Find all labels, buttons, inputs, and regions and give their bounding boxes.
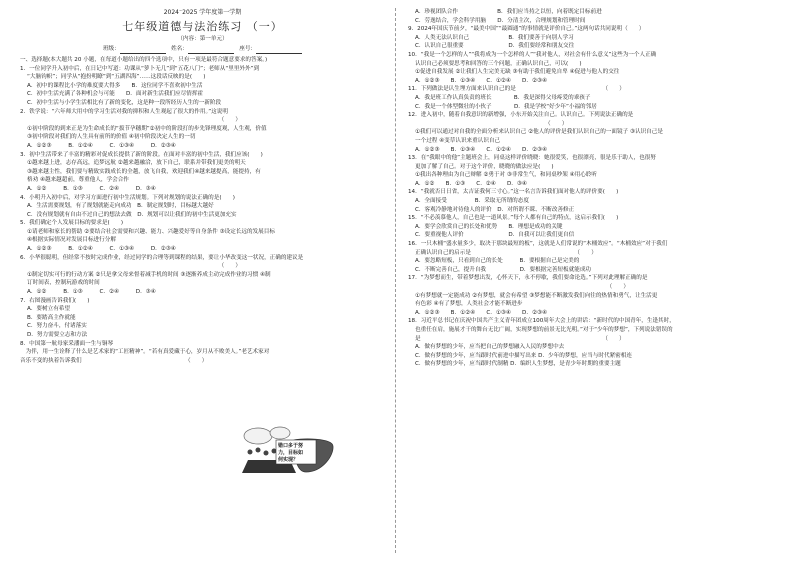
right-line: 是 （ ） xyxy=(415,335,625,342)
right-line: A．①② B．①③ C．②④ D．③④ xyxy=(415,180,527,187)
left-line: C．初中生活与小学生活相比有了新的变化，这是种一段所经历人生的一新阶段 xyxy=(27,99,222,106)
left-line: A．生活需要规划，有了规划就能走向成功 B．制定规划时，目标越大越好 xyxy=(27,203,214,210)
left-line: ①请老师和家长的帮助 ②要结合社会需要和兴趣、能力、兴趣爱好等自身条件 ③设定长远的发展目标 xyxy=(27,228,275,235)
left-line: A．①② B．①③ C．②④ D．③④ xyxy=(27,289,156,296)
right-line: C．我是一个体型微壮的小伙子 D．我是学校“好少年”小福的邻居 xyxy=(415,103,597,110)
right-line: A．要忽略短板，只看到自己的长处 B．要根据自己是完美的 xyxy=(415,258,580,265)
right-line: C．不断完善自己，提升自我 D．要根据完善短板就能成功 xyxy=(415,266,592,273)
left-line: A．①②③ B．①②④ C．①③④ D．②③④ xyxy=(27,142,176,149)
left-line: ④根据实际情况对发展目标进行分解 xyxy=(27,237,116,244)
right-line: A．①②③ B．①②④ C．①③④ D．②③④ xyxy=(415,309,547,316)
right-line: A．珍视团队合作 B．我们应当持之以恒，向着既定目标前进 xyxy=(415,9,602,15)
right-line: （ ） xyxy=(408,284,629,290)
left-line: “大脑钧帜”；同学从“抱扮明瞭”到“五湖四海”……这段话反映的是( ) xyxy=(27,74,206,81)
right-line: C．劳逸结合，学会科学用脑 D．分清主次，合理规划和管理时间 xyxy=(415,17,586,24)
right-line: 更加了解了自己。对于这个评价，晓晓的做法应是( ) xyxy=(415,163,554,170)
right-line: A．①②③ B．①③④ C．①②④ D．②③④ xyxy=(415,77,547,84)
section-heading: 一、选择题(本大题共 20 小题，在每道小题给出的四个选项中，只有一项是最符合题意要求的答案。) xyxy=(20,57,268,63)
right-line: A．要学会欣赏自己的长处和优势 B．理想是成功的关键 xyxy=(415,223,563,230)
left-line: A．①② B．①③ C．②④ D．③④ xyxy=(27,185,156,192)
right-line: ①促进自我发展 ②让我们人生完美无缺 ③有助于我们避免自卑 ④促进与他人的交往 xyxy=(415,69,620,76)
right-line: A．全面接受 B．采取无所谓的态度 xyxy=(415,198,529,205)
left-line: 7．右图漫画告诉我们( ) xyxy=(20,297,90,304)
left-line: ③越来越主性，我们要与精致实践成长的全越，放飞自我，欢迎我们④越来越提高，能提持，有 xyxy=(27,168,261,175)
right-line: 9．2024年国庆节前夕，“最美中国”“最圆通”的事情就是评价自己。”这两句话共同说明（ ） xyxy=(408,26,645,33)
seat-label: 座号： xyxy=(239,46,257,52)
right-line: C．客观冷静地对待他人的评价 D．对所谓不睬、不断改善修正 xyxy=(415,206,575,213)
right-line: 一个过程 ④变草认识来重认识自己 xyxy=(415,137,501,144)
left-line: ①越来越上进，志存高远，追梦远航 ②越来越融洽，放下自己，联系并带我们更美的明天 xyxy=(27,160,246,167)
left-line: ①制定切实可行的行动方案 ②只是拿父母来督着减手机的时间 ③逐渐养成主动完成作业的习惯 ④制 xyxy=(27,271,271,278)
right-line: 正确认识自己的启示是 （ ） xyxy=(415,249,597,256)
left-line: A．①②③ B．①②④ C．①③④ D．②③④ xyxy=(27,246,176,253)
left-line: 6．小华很聪明，但经常不按时完成作业，经过同学的合理等到课程的结果，要让小华改变这一状况，正确的建议是 xyxy=(20,254,304,261)
left-line: 格劝 ④越来越超前，尊重他人，学会合作 xyxy=(27,177,129,184)
right-line: A．人类无法认识自己 B．我们要善于向别人学习 xyxy=(415,34,574,41)
left-line: 4．小明升入初中后，对学习方面进行初中生活规划。下列对规划的说法正确的是( ) xyxy=(20,194,235,201)
right-line: 12．进入初中，随着自我意识的新增强，小东开始关注自己。认识自己。下列说法正确的是 xyxy=(408,112,634,119)
cartoon-text-3: 何实现？ xyxy=(278,457,299,463)
left-line: D．努力需要立志和方法 xyxy=(27,332,88,338)
left-line: 8．中国第一航母家采潘面一生与铜琴 xyxy=(20,340,114,347)
name-blank[interactable] xyxy=(188,47,234,54)
right-line: A．①②③ B．①③④ C．①②④ D．②③④ xyxy=(415,146,547,153)
left-line: C．没有规划就有自由不过自己的想法去做 D．规划可以让我们的初中生活更加充实 xyxy=(27,211,237,218)
right-line: A．我是班工作认真负责的班长 B．我是深得父母疼爱的乖孩子 xyxy=(415,94,591,101)
right-line: 认识自己必须要思考和回答的三个问题，正确认识自己，可以( ) xyxy=(415,60,582,67)
class-blank[interactable] xyxy=(120,47,166,54)
right-line: C．做有梦想的少年，应当跟时代前进中描写出来 D．少年的梦想，应当与时代紧密相连 xyxy=(415,352,632,359)
right-line: 15．“不必羡慕他人，自己也是一道风景。”每个人都有自己的特点，这启示我们( ) xyxy=(408,215,619,222)
class-label: 班级： xyxy=(102,46,120,52)
right-line: 14．“我就否日日省，太吉证我何三寸心。”这一名言告诉我们面对他人的评价要( ) xyxy=(408,189,619,196)
right-line: 16．一只木桶“盛水量多少，取决于那块最短的板”，这就是人们常说的“木桶效应”。“木桶效应”对于我们 xyxy=(408,241,668,248)
student-info xyxy=(20,45,385,54)
column-divider xyxy=(395,8,396,553)
right-column xyxy=(408,8,773,369)
right-line: 也重任在肩，施展才干的舞台无比广阔，实现梦想的前景无比光明。”对于“少年的梦想”，下列说法错误的 xyxy=(415,326,673,333)
left-line: 2．铁学说：“六年师大用中的学习生活对我的抑积和人生观起了很大的作用。”这说明 xyxy=(20,108,228,115)
term-line: 2024⁻2025 学年度第一学期 xyxy=(163,9,242,16)
seat-blank[interactable] xyxy=(256,47,302,54)
left-line: 订时间表，控制玩游戏的时间 xyxy=(27,280,100,287)
left-line: 3．初中生活带来了丰富的精彩对促成长提供了新的阶段。在面对丰富的初中生活，我们应该( ) xyxy=(20,151,263,158)
right-line: 有色彩 ④有了梦想，人类社会才能不断进步 xyxy=(415,301,523,308)
right-line: （ ） xyxy=(408,120,568,127)
left-line: （ ） xyxy=(20,117,241,124)
right-line: 10．“我是一个怎样的人”“我将成为一个怎样的人”“我对他人，对社会有什么意义”这些为一个人正确 xyxy=(408,51,657,58)
right-line: A．做有梦想的少年，应当把自己的梦想融入人民的梦想中去 xyxy=(415,344,565,351)
left-column xyxy=(20,8,385,365)
right-line: ①我们可以通过对自我的全面分析来认识自己 ②他人的评价是我们认识自己的一面镜子 ③认识自己是 xyxy=(415,129,663,136)
right-line: C．认识自己很重要 D．我们要经常和朋友交往 xyxy=(415,43,575,50)
left-line: A．初中的课程比小学的难度要大得多 B．这位同学不喜欢初中生活 xyxy=(27,82,203,89)
left-line: ①初中阶段的到来正是为生命成长的“拔节孕穗期”②初中的阶段打的步先锋理度观，人生观，价值 xyxy=(27,125,267,132)
left-line: A．要树立有希望 xyxy=(27,306,70,313)
scope-line: （内容：第一单元） xyxy=(177,36,228,42)
right-line: 11．下列做法是认生埋方面来认识自己的是 （ ） xyxy=(408,86,625,93)
right-line: ①有梦想就一定能成功 ②有梦想，就会有希望 ③梦想能不断激发我们向往的热情和勇气，让生活更 xyxy=(415,292,658,299)
left-line: 1．一位同学升入初中后，在日记中写道：功课从“萝卜无几”到“五花八门”；老师从“里里外外”到 xyxy=(20,65,260,72)
left-line: 为伴，用一生诠释了什么是艺术家的“工匠精神”。“若有真爱藏于心，岁月从不败美人。”老艺术家对 xyxy=(20,349,270,356)
right-line: 17．“为梦想而生，带着梦想出发，心怀天下，永不停歇，我们要命论选。”下列对此理解正确的是 xyxy=(408,275,648,282)
page-title: 七年级道德与法治练习 （一） xyxy=(122,20,283,33)
right-line: C．要重视他人评价 D．自我可以让我们更自信 xyxy=(415,232,575,239)
right-line: ①我出各种理由为自己辩解 ②勇于对 ③非常生气，和同桌吵架 ④用心聆听 xyxy=(415,172,598,179)
name-label: 姓名： xyxy=(171,46,188,52)
left-line: ③初中阶段对我们的人生具有前所的价值 ④初中阶段决定人生的一切 xyxy=(27,134,196,141)
right-line: 18．习近平总书记在庆祝中国共产主义青年团成立100周年大会上的讲话：“新时代的中国青年，生逢其时， xyxy=(408,318,675,325)
cartoon-text-1: 错口多于努 xyxy=(278,443,304,449)
left-line: 音乐不变的执着告诉我们 （ ） xyxy=(20,357,208,364)
left-line: C．努力奋斗，付诸落实 xyxy=(27,323,87,330)
cartoon-image xyxy=(236,426,336,474)
cartoon-text-2: 力，目标如 xyxy=(278,450,304,456)
left-line: （ ） xyxy=(20,263,241,270)
right-line: 13．在“我眼中的他”主题班会上，同桌这样评价晓晓：她很爱笑，也很漂亮，很是乐于助人，也很努 xyxy=(408,155,656,162)
left-line: C．初中生活充满了各种机会与可能 D．面对新生活我们应尽情挥霍 xyxy=(27,91,204,98)
left-line: 5．我们确定个人发展目标的要求是( ) xyxy=(20,220,124,227)
right-line: C．做有梦想的少年，应当跟时代制精 D．编织人生梦想，是青少年时期的重要主题 xyxy=(415,361,621,368)
left-line: B．要踏高主作就能 xyxy=(27,314,76,321)
